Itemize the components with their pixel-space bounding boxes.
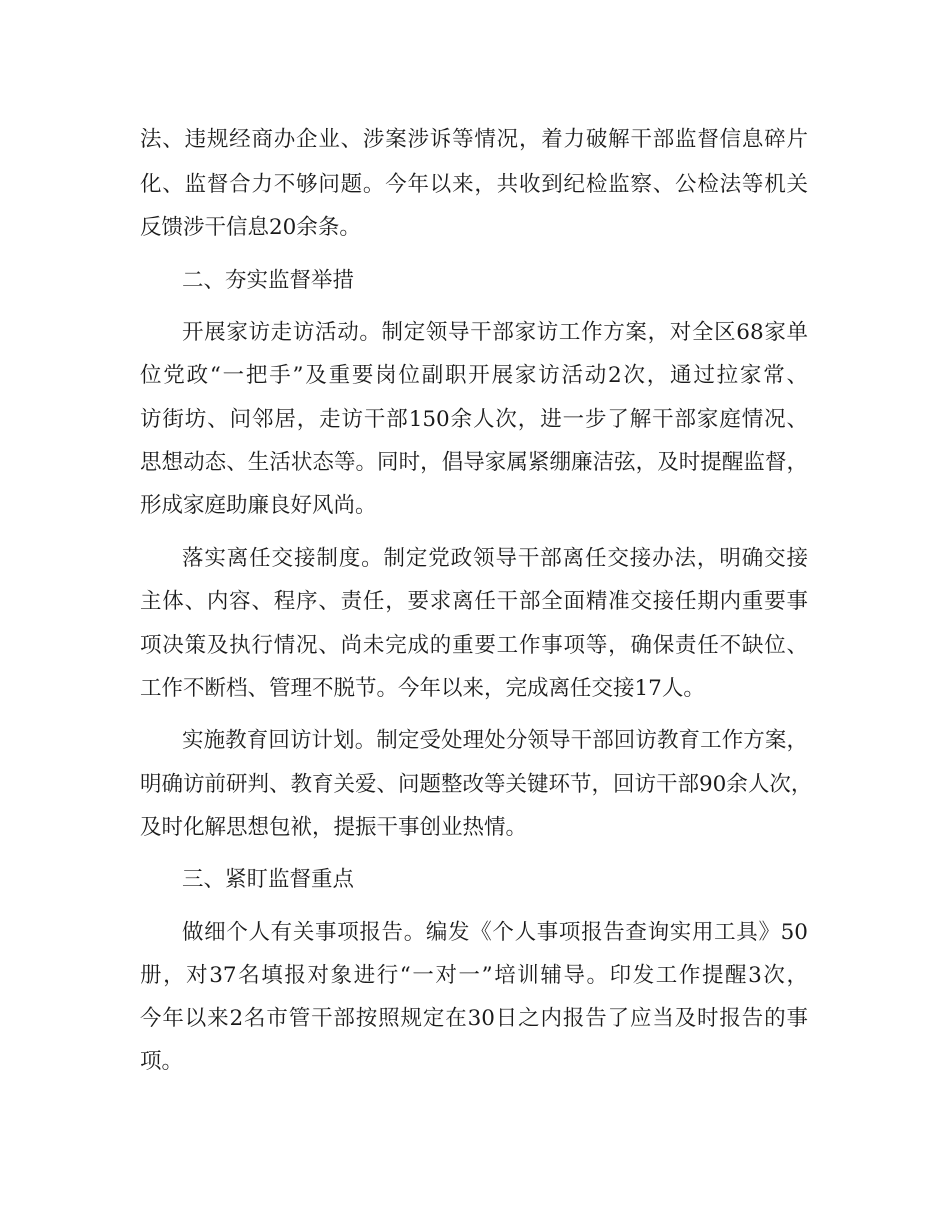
text-line: 主体、内容、程序、责任，要求离任干部全面精准交接任期内重要事 [140, 589, 808, 614]
text-line: 落实离任交接制度。制定党政领导干部离任交接办法，明确交接 [182, 546, 808, 571]
text-line: 明确访前研判、教育关爱、问题整改等关键环节，回访干部90余人次， [140, 772, 813, 797]
text-line: 化、监督合力不够问题。今年以来，共收到纪检监察、公检法等机关 [140, 172, 808, 197]
text-line: 思想动态、生活状态等。同时，倡导家属紧绷廉洁弦，及时提醒监督， [140, 450, 808, 475]
text-line: 反馈涉干信息20余条。 [140, 215, 361, 240]
text-line: 项决策及执行情况、尚未完成的重要工作事项等，确保责任不缺位、 [140, 633, 808, 658]
text-line: 册，对37名填报对象进行“一对一”培训辅导。印发工作提醒3次， [140, 963, 808, 988]
text-line: 做细个人有关事项报告。编发《个人事项报告查询实用工具》50 [182, 920, 808, 945]
text-line: 访街坊、问邻居，走访干部150余人次，进一步了解干部家庭情况、 [140, 407, 808, 432]
text-line: 工作不断档、管理不脱节。今年以来，完成离任交接17人。 [140, 676, 705, 701]
text-line: 三、紧盯监督重点 [182, 867, 355, 892]
text-line: 形成家庭助廉良好风尚。 [140, 493, 377, 518]
text-line: 法、违规经商办企业、涉案涉诉等情况，着力破解干部监督信息碎片 [140, 127, 808, 152]
text-line: 位党政“一把手”及重要岗位副职开展家访活动2次，通过拉家常、 [140, 363, 808, 388]
text-line: 项。 [140, 1049, 184, 1074]
text-line: 及时化解思想包袱，提振干事创业热情。 [140, 815, 528, 840]
text-line: 实施教育回访计划。制定受处理处分领导干部回访教育工作方案， [182, 728, 808, 753]
text-line: 今年以来2名市管干部按照规定在30日之内报告了应当及时报告的事 [140, 1006, 808, 1031]
text-line: 开展家访走访活动。制定领导干部家访工作方案，对全区68家单 [182, 320, 808, 345]
text-line: 二、夯实监督举措 [182, 268, 355, 293]
